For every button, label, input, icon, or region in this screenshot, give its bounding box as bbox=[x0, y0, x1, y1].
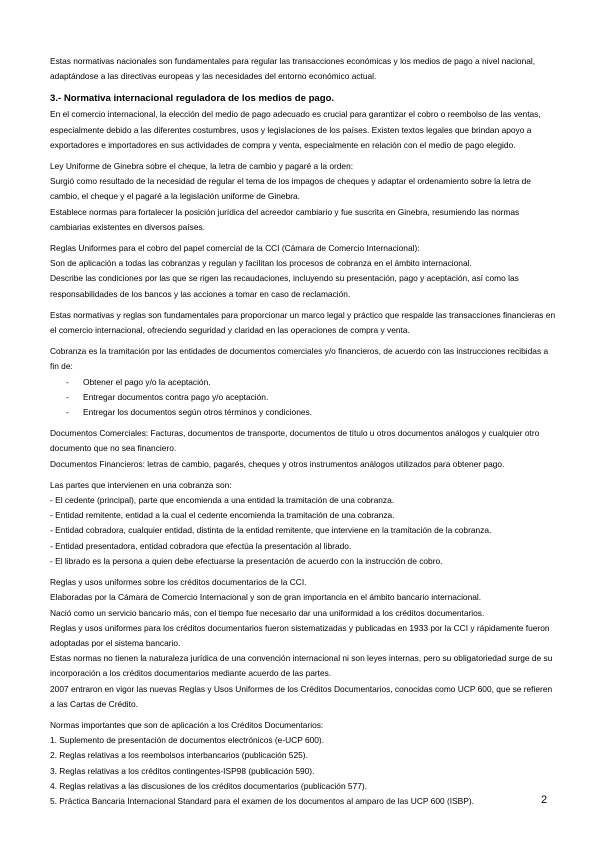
creditos-line: Estas normas no tienen la naturaleza jurídica de una convención internacional ni son leyes internas, pero su obligatoriedad surge de su incorporación a los créditos documentarios mediante acuerdo de las partes. bbox=[50, 653, 553, 679]
cobranza-paragraph: Cobranza es la tramitación por las entidades de documentos comerciales y/o financieros, de acuerdo con las instrucciones recibidas a fin de: bbox=[50, 346, 549, 372]
ginebra-paragraph-1: Surgió como resultado de la necesidad de regular el tema de los impagos de cheques y adaptar el ordenamiento sobre la letra de cambio, el cheque y el pagaré a la legislación uniforme de Ginebra. bbox=[50, 176, 531, 202]
creditos-line: Elaboradas por la Cámara de Comercio Internacional y son de gran importancia en el ámbito bancario internacional. bbox=[50, 592, 482, 603]
document-page bbox=[50, 54, 556, 809]
documentos-comerciales: Documentos Comerciales: Facturas, documentos de transporte, documentos de título u otros documentos análogos y cualquier otro documento que no sea financiero. bbox=[50, 428, 540, 454]
page-number: 2 bbox=[541, 794, 548, 806]
creditos-title: Reglas y usos uniformes sobre los créditos documentarios de la CCI. bbox=[50, 577, 307, 588]
marco-paragraph: Estas normativas y reglas son fundamentales para proporcionar un marco legal y práctico que respalde las transacciones financieras en el comercio internacional, ofreciendo seguridad y claridad en las operaciones de compra y venta. bbox=[50, 309, 556, 336]
cci-paragraph-2: Describe las condiciones por las que se rigen las recaudaciones, incluyendo su presentación, pago y aceptación, así como las responsabilidades de los bancos y las acciones a tomar en caso de reclamación. bbox=[50, 273, 519, 299]
list-item: 2. Reglas relativas a los reembolsos interbancarios (publicación 525). bbox=[50, 750, 308, 761]
cobranza-list bbox=[50, 375, 556, 421]
cci-title: Reglas Uniformes para el cobro del papel comercial de la CCI (Cámara de Comercio Internacional): bbox=[50, 243, 420, 254]
creditos-line: Nació como un servicio bancario más, con el tiempo fue necesario dar una uniformidad a los créditos documentarios. bbox=[50, 607, 485, 618]
ginebra-title: Ley Uniforme de Ginebra sobre el cheque, la letra de cambio y pagaré a la orden: bbox=[50, 161, 354, 172]
list-item: - Entidad cobradora, cualquier entidad, distinta de la entidad remitente, que interviene en la tramitación de la cobranza. bbox=[50, 525, 492, 536]
list-item: - El librado es la persona a quien debe efectuarse la presentación de acuerdo con la instrucción de cobro. bbox=[50, 555, 443, 566]
list-item: - Entregar los documentos según otros términos y condiciones. bbox=[50, 405, 556, 420]
documentos-financieros: Documentos Financieros: letras de cambio, pagarés, cheques y otros instrumentos análogos utilizados para obtener pago. bbox=[50, 458, 505, 469]
list-item: - Entidad presentadora, entidad cobradora que efectúa la presentación al librado. bbox=[50, 540, 352, 551]
partes-title: Las partes que intervienen en una cobranza son: bbox=[50, 479, 232, 490]
creditos-line: Reglas y usos uniformes para los créditos documentarios fueron sistematizadas y publicadas en 1933 por la CCI y rápidamente fueron adoptadas por el sistema bancario. bbox=[50, 622, 550, 648]
intro-paragraph: Estas normativas nacionales son fundamentales para regular las transacciones económicas y los medios de pago a nivel nacional, adaptándose a las directivas europeas y las necesidades del entorno económico actual. bbox=[50, 56, 536, 82]
list-item: - El cedente (principal), parte que encomienda a una entidad la tramitación de una cobranza. bbox=[50, 495, 395, 506]
list-item: 1. Suplemento de presentación de documentos electrónicos (e-UCP 600). bbox=[50, 735, 325, 746]
cci-paragraph-1: Son de aplicación a todas las cobranzas y regulan y facilitan los procesos de cobranza en el ámbito internacional. bbox=[50, 258, 472, 269]
ginebra-paragraph-2: Establece normas para fortalecer la posición jurídica del acreedor cambiario y fue suscrita en Ginebra, resumiendo las normas cambiarias existentes en diversos países. bbox=[50, 206, 520, 232]
list-item: - Entidad remitente, entidad a la cual el cedente encomienda la tramitación de una cobranza. bbox=[50, 510, 395, 521]
section-heading: 3.- Normativa internacional reguladora de los medios de pago. bbox=[50, 93, 335, 105]
list-item: - Obtener el pago y/o la aceptación. bbox=[50, 375, 556, 390]
list-item: - Entregar documentos contra pago y/o aceptación. bbox=[50, 390, 556, 405]
section-body: En el comercio internacional, la elección del medio de pago adecuado es crucial para garantizar el cobro o reembolso de las ventas, especialmente debido a las diferentes costumbres, usos y legislaciones de los países. Existen textos legales que brindan apoyo a exportadores e importadores en sus actividades de compra y venta, especialmente en relación con el medio de pago elegido. bbox=[50, 109, 541, 150]
list-item: 4. Reglas relativas a las discusiones de los créditos documentarios (publicación 577). bbox=[50, 780, 368, 791]
list-item: 5. Práctica Bancaria Internacional Standard para el examen de los documentos al amparo de las UCP 600 (ISBP). bbox=[50, 795, 474, 806]
creditos-line: 2007 entraron en vigor las nuevas Reglas y Usos Uniformes de los Créditos Documentarios, conocidas como UCP 600, que se refieren a las Cartas de Crédito. bbox=[50, 683, 553, 709]
normas-title: Normas importantes que son de aplicación a los Créditos Documentarios: bbox=[50, 719, 324, 730]
list-item: 3. Reglas relativas a los créditos contingentes-ISP98 (publicación 590). bbox=[50, 765, 315, 776]
